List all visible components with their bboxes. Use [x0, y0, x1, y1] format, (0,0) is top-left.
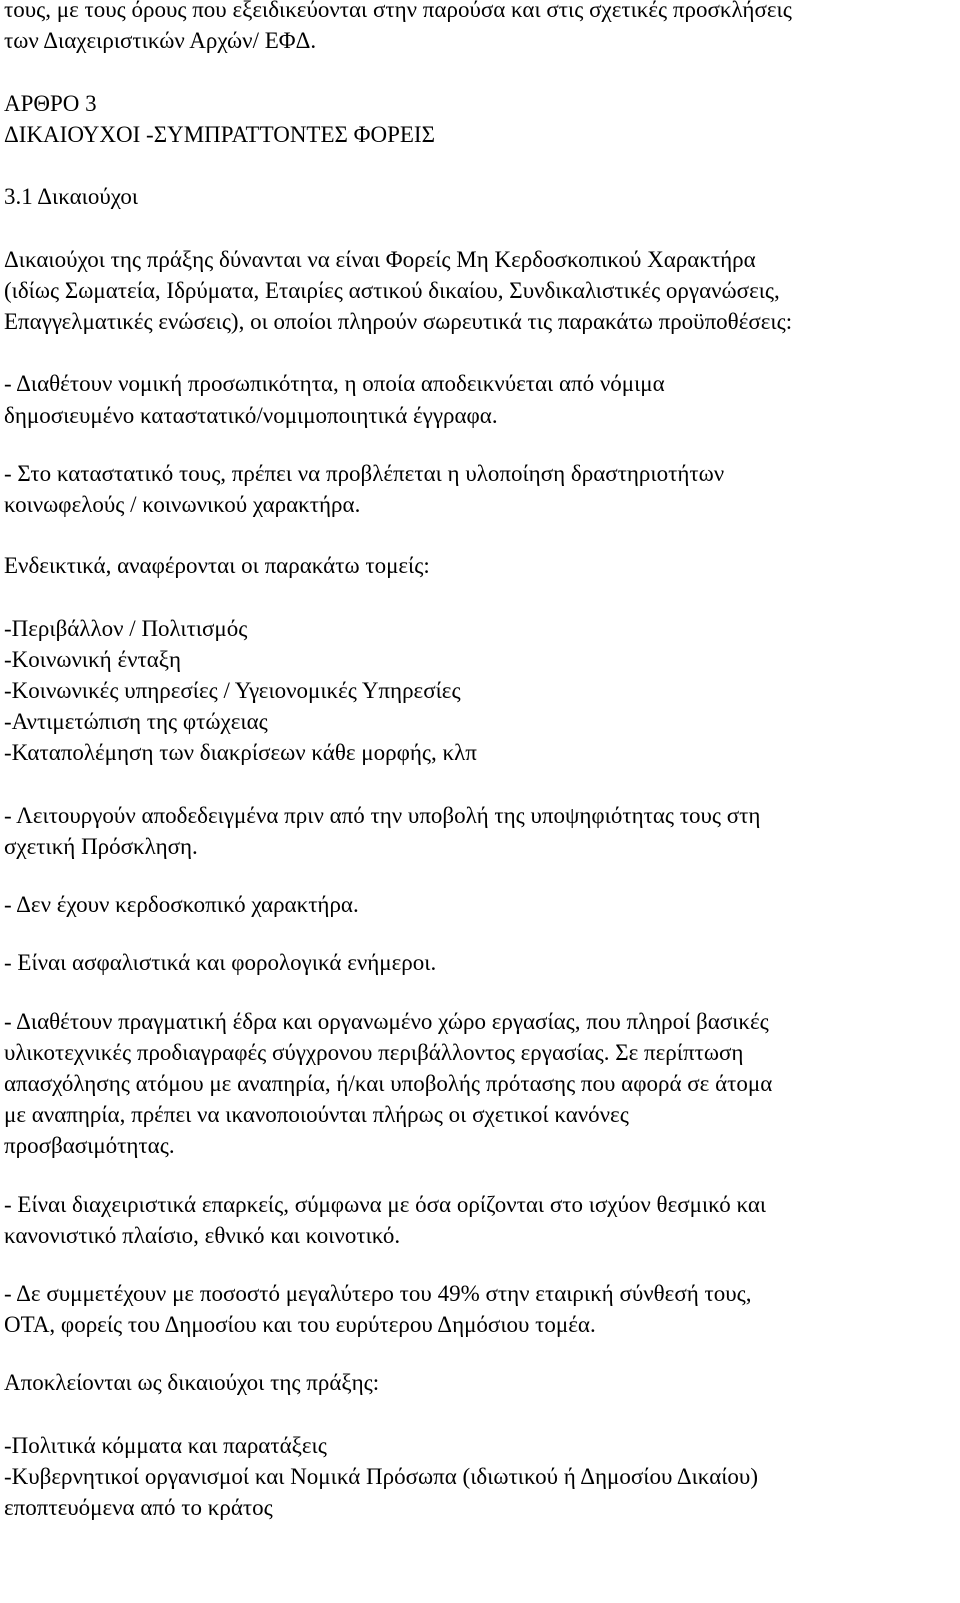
eligibility-paragraph	[4, 244, 952, 338]
list-item: -Κοινωνικές υπηρεσίες / Υγειονομικές Υπηρεσίες	[4, 677, 461, 703]
article-heading: ΑΡΘΡΟ 3	[4, 90, 97, 116]
intro-paragraph	[4, 0, 952, 56]
text-line: - Διαθέτουν πραγματική έδρα και οργανωμένο χώρο εργασίας, που πληροί βασικές	[4, 1008, 769, 1034]
text-line: Δικαιούχοι της πράξης δύνανται να είναι Φορείς Μη Κερδοσκοπικού Χαρακτήρα	[4, 246, 756, 272]
document-page	[4, 0, 952, 1523]
text-line: - Στο καταστατικό τους, πρέπει να προβλέπεται η υλοποίηση δραστηριοτήτων	[4, 460, 725, 486]
condition-statute	[4, 458, 952, 520]
list-item: -Πολιτικά κόμματα και παρατάξεις	[4, 1432, 327, 1458]
text-line: απασχόλησης ατόμου με αναπηρία, ή/και υποβολής πρότασης που αφορά σε άτομα	[4, 1071, 773, 1096]
article-title: ΔΙΚΑΙΟΥΧΟΙ -ΣΥΜΠΡΑΤΤΟΝΤΕΣ ΦΟΡΕΙΣ	[4, 121, 435, 147]
condition-legal-personality	[4, 368, 952, 430]
text-line: - Δε συμμετέχουν με ποσοστό μεγαλύτερο του 49% στην εταιρική σύνθεσή τους,	[4, 1281, 752, 1307]
sectors-intro	[4, 550, 952, 581]
text-line: κανονιστικό πλαίσιο, εθνικό και κοινοτικό.	[4, 1222, 401, 1248]
text-line: Ενδεικτικά, αναφέρονται οι παρακάτω τομείς:	[4, 553, 430, 579]
condition-nonprofit	[4, 889, 952, 920]
sectors-list	[4, 613, 952, 769]
list-item: εποπτευόμενα από το κράτος	[4, 1495, 273, 1521]
list-item: -Περιβάλλον / Πολιτισμός	[4, 615, 248, 641]
text-line: - Είναι διαχειριστικά επαρκείς, σύμφωνα με όσα ορίζονται στο ισχύον θεσμικό και	[4, 1191, 767, 1217]
section-heading: 3.1 Δικαιούχοι	[4, 184, 139, 210]
condition-operating	[4, 800, 952, 862]
article-header	[4, 88, 952, 150]
section-header	[4, 181, 952, 212]
text-line: των Διαχειριστικών Αρχών/ ΕΦΔ.	[4, 28, 317, 54]
list-item: -Αντιμετώπιση της φτώχειας	[4, 709, 268, 735]
text-line: Επαγγελματικές ενώσεις), οι οποίοι πληρούν σωρευτικά τις παρακάτω προϋποθέσεις:	[4, 308, 793, 334]
list-item: -Καταπολέμηση των διακρίσεων κάθε μορφής, κλπ	[4, 740, 477, 766]
excluded-intro	[4, 1367, 952, 1398]
text-line: με αναπηρία, πρέπει να ικανοποιούνται πλήρως οι σχετικοί κανόνες	[4, 1102, 629, 1128]
text-line: υλικοτεχνικές προδιαγραφές σύγχρονου περιβάλλοντος εργασίας. Σε περίπτωση	[4, 1039, 744, 1065]
text-line: προσβασιμότητας.	[4, 1133, 175, 1159]
text-line: ΟΤΑ, φορείς του Δημοσίου και του ευρύτερου Δημόσιου τομέα.	[4, 1312, 596, 1338]
text-line: κοινωφελούς / κοινωνικού χαρακτήρα.	[4, 491, 361, 517]
condition-management	[4, 1189, 952, 1251]
text-line: (ιδίως Σωματεία, Ιδρύματα, Εταιρίες αστικού δικαίου, Συνδικαλιστικές οργανώσεις,	[4, 277, 780, 303]
text-line: - Διαθέτουν νομική προσωπικότητα, η οποία αποδεικνύεται από νόμιμα	[4, 371, 665, 397]
condition-share	[4, 1278, 952, 1340]
text-line: σχετική Πρόσκληση.	[4, 833, 198, 859]
text-line: - Είναι ασφαλιστικά και φορολογικά ενήμεροι.	[4, 950, 437, 976]
text-line: τους, με τους όρους που εξειδικεύονται στην παρούσα και στις σχετικές προσκλήσεις	[4, 0, 792, 22]
text-line: δημοσιευμένο καταστατικό/νομιμοποιητικά έγγραφα.	[4, 402, 498, 428]
condition-insured	[4, 947, 952, 978]
text-line: Αποκλείονται ως δικαιούχοι της πράξης:	[4, 1370, 380, 1396]
list-item: -Κοινωνική ένταξη	[4, 646, 182, 672]
condition-premises	[4, 1006, 952, 1162]
excluded-list	[4, 1430, 952, 1524]
list-item: -Κυβερνητικοί οργανισμοί και Νομικά Πρόσωπα (ιδιωτικού ή Δημοσίου Δικαίου)	[4, 1464, 758, 1490]
text-line: - Λειτουργούν αποδεδειγμένα πριν από την υποβολή της υποψηφιότητας τους στη	[4, 802, 761, 828]
text-line: - Δεν έχουν κερδοσκοπικό χαρακτήρα.	[4, 892, 359, 918]
